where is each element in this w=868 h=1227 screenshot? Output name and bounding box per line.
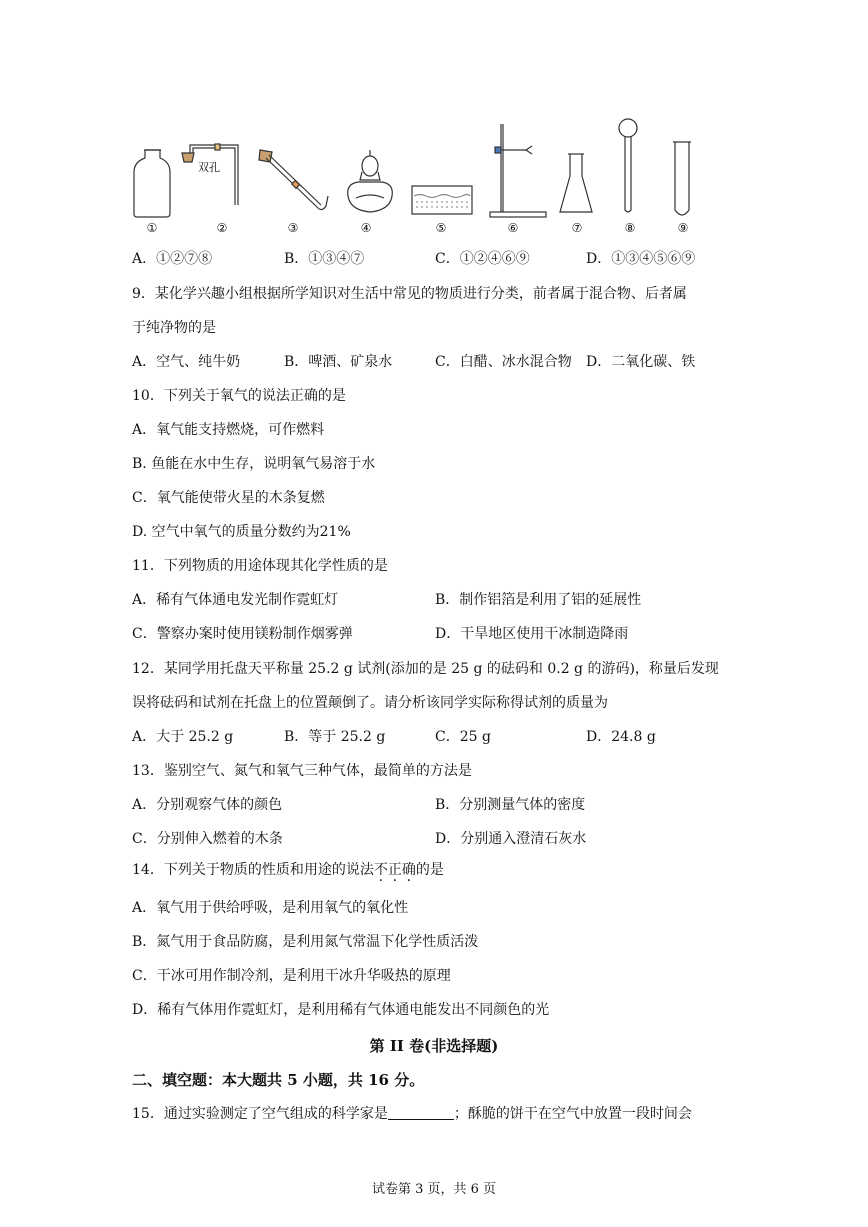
q15-text: 15．通过实验测定了空气组成的科学家是 ；酥脆的饼干在空气中放置一段时间会	[132, 1106, 692, 1122]
emphasis-char: 不	[373, 862, 388, 878]
q11-option-b: B．制作铝箔是利用了铝的延展性	[435, 592, 642, 608]
q13-option-c: C．分别伸入燃着的木条	[132, 831, 283, 847]
q11-stem: 11．下列物质的用途体现其化学性质的是	[132, 558, 388, 574]
q9-option-d: D．二氧化碳、铁	[586, 354, 696, 370]
apparatus-label-5: ⑤	[435, 221, 447, 235]
emphasis-char: 正	[387, 862, 402, 878]
q14-option-c: C．干冰可用作制冷剂，是利用干冰升华吸热的原理	[132, 968, 451, 984]
q14-option-b: B．氮气用于食品防腐，是利用氮气常温下化学性质活泼	[132, 934, 479, 950]
q9-option-c: C．白醋、冰水混合物	[435, 354, 572, 370]
q12-option-d: D．24.8 g	[586, 729, 656, 745]
page-footer: 试卷第 3 页，共 6 页	[371, 1182, 497, 1197]
q8-option-d: D．①③④⑤⑥⑨	[586, 251, 696, 267]
q14-option-a: A．氧气用于供给呼吸，是利用氧气的氧化性	[132, 900, 409, 916]
q8-option-c: C．①②④⑥⑨	[435, 251, 530, 267]
q9-stem-line2: 于纯净物的是	[132, 320, 216, 336]
alcohol-lamp-icon	[348, 150, 393, 212]
q12-stem-line2: 误将砝码和试剂在托盘上的位置颠倒了。请分析该同学实际称得试剂的质量为	[132, 695, 608, 711]
stopper-label: 双孔	[198, 161, 220, 174]
q10-option-a: A．氧气能支持燃烧，可作燃料	[132, 422, 325, 438]
answer-blank[interactable]	[388, 1105, 454, 1120]
q13-option-b: B．分别测量气体的密度	[435, 797, 586, 813]
q8-option-b: B．①③④⑦	[284, 251, 365, 267]
volume-title: 第 II 卷(非选择题)	[369, 1037, 499, 1055]
apparatus-label-3: ③	[287, 221, 299, 235]
q9-option-a: A．空气、纯牛奶	[132, 354, 241, 370]
q13-stem: 13．鉴别空气、氮气和氧气三种气体，最简单的方法是	[132, 763, 472, 779]
q11-option-a: A．稀有气体通电发光制作霓虹灯	[132, 592, 339, 608]
q10-option-c: C．氧气能使带火星的木条复燃	[132, 490, 325, 506]
iron-stand-icon	[490, 124, 546, 217]
q12-option-b: B．等于 25.2 g	[284, 729, 386, 745]
q10-option-b: B. 鱼能在水中生存，说明氧气易溶于水	[132, 456, 376, 472]
emphasis-char: 确	[401, 862, 416, 878]
apparatus-label-6: ⑥	[507, 221, 519, 235]
q8-option-a: A．①②⑦⑧	[132, 251, 213, 267]
q11-option-d: D．干旱地区使用干冰制造降雨	[435, 626, 629, 642]
apparatus-label-1: ①	[146, 221, 158, 235]
section-heading: 二、填空题：本大题共 5 小题，共 16 分。	[132, 1071, 425, 1089]
apparatus-label-2: ②	[216, 221, 228, 235]
apparatus-label-8: ⑧	[624, 221, 636, 235]
wide-mouth-bottle-icon	[134, 150, 170, 217]
thistle-funnel-icon	[619, 119, 637, 212]
q12-option-c: C．25 g	[435, 729, 491, 745]
q11-option-c: C．警察办案时使用镁粉制作烟雾弹	[132, 626, 353, 642]
q13-option-a: A．分别观察气体的颜色	[132, 797, 283, 813]
q10-stem: 10．下列关于氧气的说法正确的是	[132, 388, 346, 404]
q14-emphasis	[374, 862, 416, 878]
test-tube-icon	[673, 142, 691, 215]
q12-option-a: A．大于 25.2 g	[132, 729, 234, 745]
q13-option-d: D．分别通入澄清石灰水	[435, 831, 587, 847]
conical-flask-icon	[560, 154, 592, 212]
water-trough-icon	[412, 186, 472, 214]
apparatus-figure	[0, 0, 868, 240]
apparatus-label-4: ④	[360, 221, 372, 235]
apparatus-label-9: ⑨	[677, 221, 689, 235]
two-hole-stopper-icon	[182, 144, 238, 205]
q10-option-d: D. 空气中氧气的质量分数约为21%	[132, 524, 351, 540]
q14-stem: 14．下列关于物质的性质和用途的说法不正确的是	[132, 862, 444, 878]
q12-stem-line1: 12．某同学用托盘天平称量 25.2 g 试剂(添加的是 25 g 的砝码和 0.2 g 的游码)，称量后发现	[132, 661, 719, 677]
q9-option-b: B．啤酒、矿泉水	[284, 354, 393, 370]
apparatus-label-7: ⑦	[571, 221, 583, 235]
bent-delivery-tube-icon	[259, 150, 328, 210]
q14-option-d: D．稀有气体用作霓虹灯，是利用稀有气体通电能发出不同颜色的光	[132, 1002, 550, 1018]
q9-stem-line1: 9．某化学兴趣小组根据所学知识对生活中常见的物质进行分类，前者属于混合物、后者属	[132, 286, 687, 302]
